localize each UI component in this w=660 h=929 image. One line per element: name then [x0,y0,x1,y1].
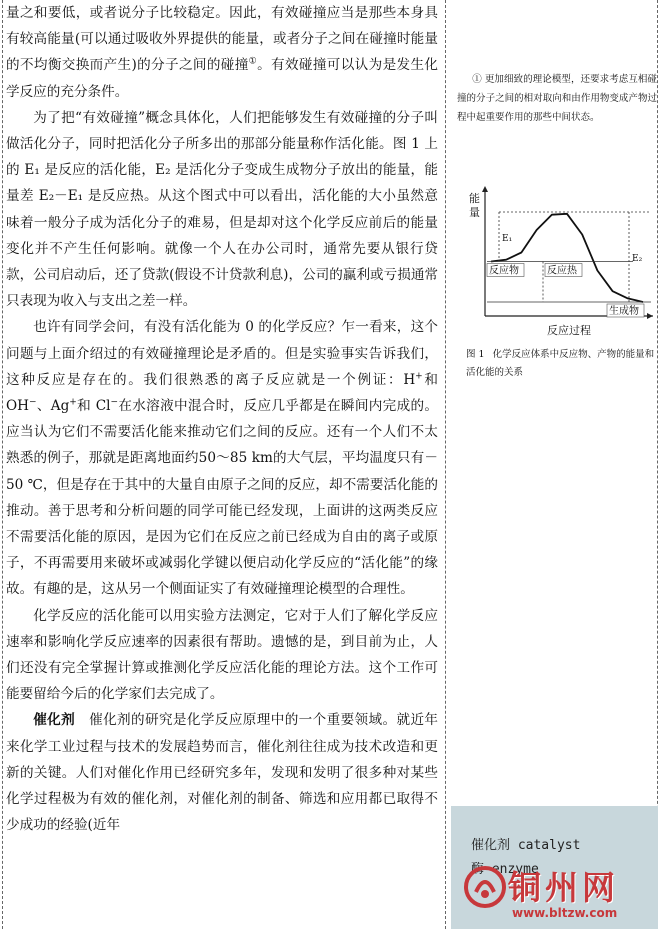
e1-label: E₁ [502,233,513,244]
paragraph-3-text: 也许有同学会问，有没有活化能为 0 的化学反应？乍一看来，这个问题与上面介绍过的有效碰撞理论是矛盾的。但是实验事实告诉我们，这种反应是存在的。我们很熟悉的离子反应就是一个例证： [6,319,438,388]
y-axis-label-char: 能 [469,192,480,205]
reactant-label: 反应物 [489,265,519,277]
section-term: 催化剂 [33,712,76,729]
ion-h: H [403,371,416,388]
e2-label: E₂ [632,254,643,264]
ion-cl: 和 Cl [76,398,111,415]
paragraph-1 [6,0,438,105]
paragraph-1-text-end: 。有效碰撞可以认为是发生化学反应的充分条件。 [6,57,438,100]
paragraph-3 [6,314,438,602]
paragraph-4: 化学反应的活化能可以用实验方法测定，它对于人们了解化学反应速率和影响化学反应速率的因素很有帮助。遗憾的是，到目前为止，人们还没有完全掌握计算或推测化学反应活化能的理论方法。这个工作可能要留给今后的化学家们去完成了。 [6,607,438,703]
energy-diagram [455,178,657,338]
figure-number: 图 1 [466,349,485,360]
paragraph-1-text: 量之和要低，或者说分子比较稳定。因此，有效碰撞应当是那些本身具有较高能量(可以通过吸收外界提供的能量，或者分子之间在碰撞时能量的不均衡交换而产生)的分子之间的碰撞 [6,5,438,74]
footnote: ① 更加细致的理论模型，还要求考虑互相碰撞的分子之间的相对取向和由作用物变成产物过程中起重要作用的那些中间状态。 [457,74,657,123]
ion-oh: 和 OH [6,371,438,415]
watermark-text: 铜州网 [508,868,619,907]
watermark-logo-icon [462,864,508,910]
site-watermark [462,862,658,928]
product-label: 生成物 [609,306,639,317]
x-axis-arrow [647,313,653,319]
main-text-column [6,0,438,839]
figure-caption [466,346,656,382]
glossary-term-1: 催化剂 catalyst [471,838,581,853]
footnote-ref: ① [248,56,258,67]
charge: − [110,397,119,408]
energy-curve [491,214,643,302]
heat-label: 反应热 [547,265,577,277]
figure-caption-text: 化学反应体系中反应物、产物的能量和活化能的关系 [466,349,655,378]
ion-ag: 、Ag [36,398,70,415]
glossary-term-2: 酶 enzyme [471,862,539,877]
energy-diagram-svg [455,178,657,338]
sidebar-column-frame [447,0,658,929]
paragraph-2: 为了把“有效碰撞”概念具体化，人们把能够发生有效碰撞的分子叫做活化分子，同时把活化分子所多出的那部分能量称作活化能。图 1 上的 E₁ 是反应的活化能，E₂ 是活化分子变成生成物分子放出的能量，能量差 E₂－E₁ 是反应热。从这个图式中可以看出，活化能的大小虽然意味着一般分子成为活化分子的难易，但是却对这个化学反应前后的能量变化并不产生任何影响。就像一个人在办公司时，通常先要从银行贷款，公司启动后，还了贷款(假设不计贷款利息)，公司的赢利或亏损通常只表现为收入与支出之差一样。 [6,109,439,310]
y-axis-arrow [482,186,488,192]
paragraph-5-text: 催化剂的研究是化学反应原理中的一个重要领域。就近年来化学工业过程与技术的发展趋势而言，催化剂往往成为技术改造和更新的关键。人们对催化作用已经研究多年，发现和发明了很多种对某些化学过程极为有效的催化剂，对催化剂的制备、筛选和应用都已取得不少成功的经验(近年 [6,712,439,834]
charge: + [415,371,423,382]
y-axis-label-char: 量 [469,206,480,219]
charge: + [69,397,77,408]
x-axis-label: 反应过程 [547,324,591,337]
paragraph-5 [6,707,438,838]
watermark-url: www.bltzw.com [512,906,618,920]
charge: − [29,397,37,408]
paragraph-3-text-end: 在水溶液中混合时，反应几乎都是在瞬间内完成的。应当认为它们不需要活化能来推动它们之间的反应。还有一个人们不太熟悉的例子，那就是距离地面约50～85 km的大气层，平均温度只有－50 ℃，但是存在于其中的大量自由原子之间的反应，却不需要活化能的推动。善于思考和分析问题的同学可能已经发现，上面讲的这两类反应不需要活化能的原因，是因为它们在反应之前已经成为自由的离子或原子，不再需要用来破坏或减弱化学键以便启动化学反应的“活化能”的缘故。有趣的是，这从另一个侧面证实了有效碰撞理论模型的合理性。 [6,398,438,598]
